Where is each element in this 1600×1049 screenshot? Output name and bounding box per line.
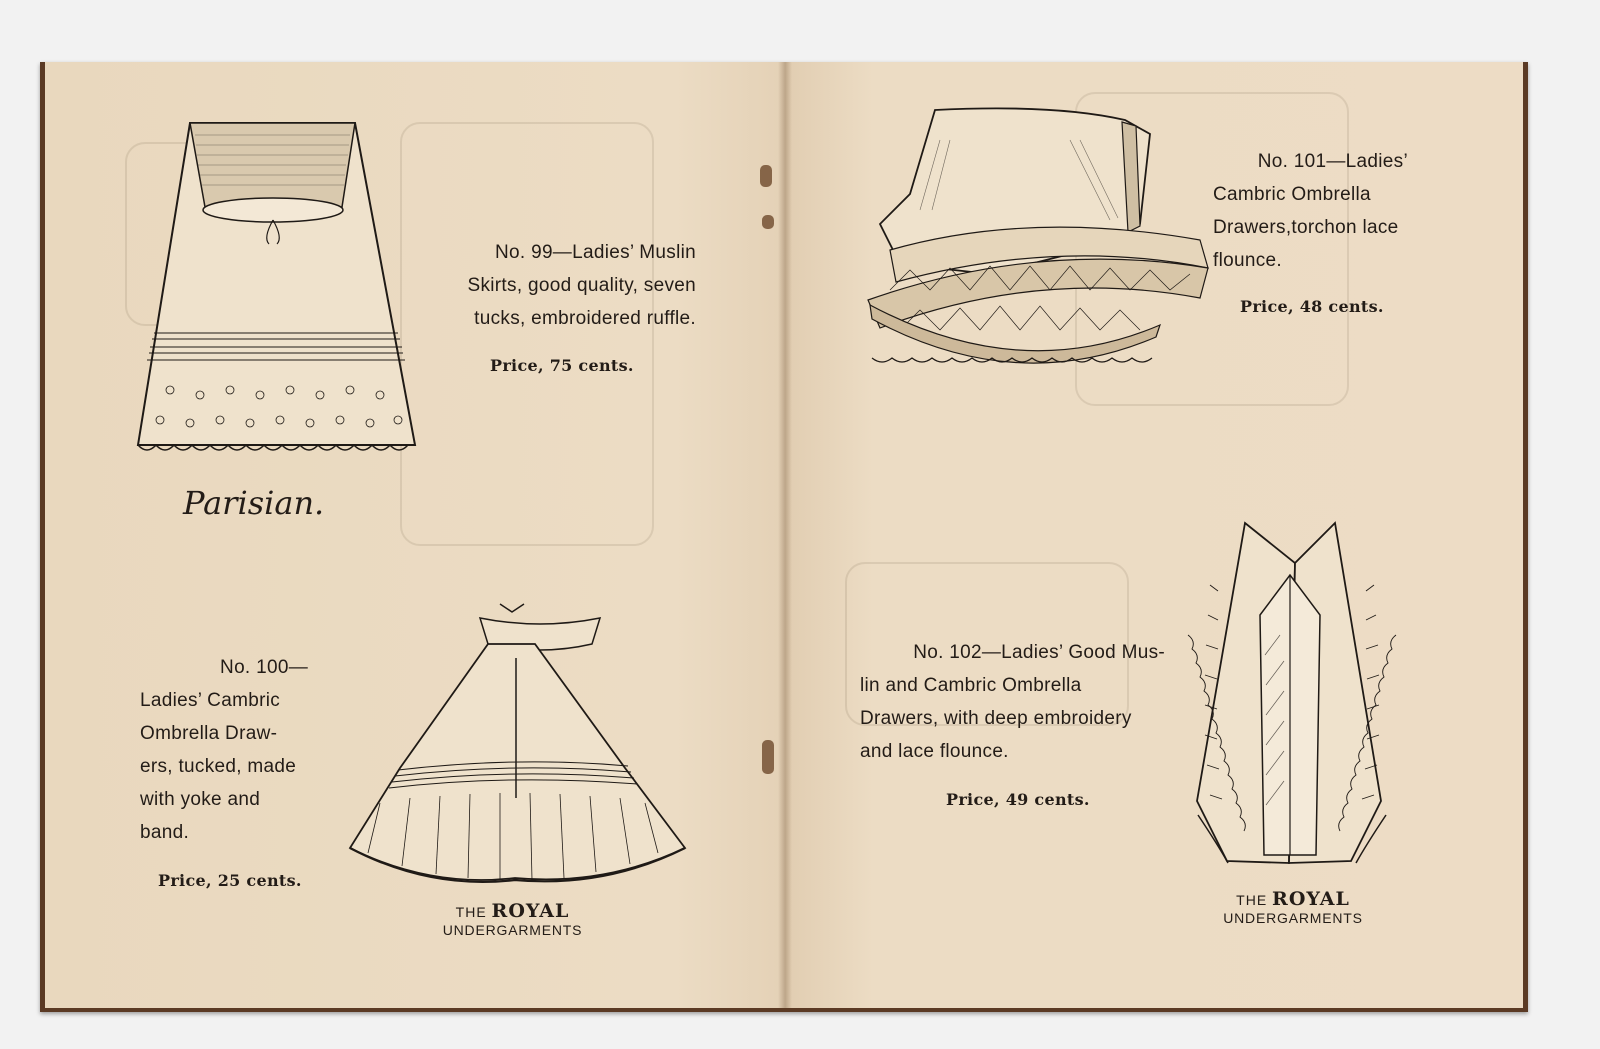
staple-mark	[762, 740, 774, 774]
caption-line: No. 101—Ladies’	[1257, 151, 1408, 172]
ombrella-drawers-illustration	[340, 598, 690, 898]
item-102-price: Price, 49 cents.	[946, 790, 1090, 809]
script-label: Parisian.	[183, 484, 325, 522]
item-100-price: Price, 25 cents.	[158, 871, 302, 890]
brand-the: THE	[1236, 892, 1268, 908]
caption-line: with yoke and	[140, 789, 261, 810]
caption-line: flounce.	[1213, 250, 1282, 271]
item-100-caption	[140, 651, 308, 849]
item-101-price: Price, 48 cents.	[1240, 297, 1384, 316]
item-102-caption	[860, 636, 1165, 768]
caption-line: No. 99—Ladies’ Muslin	[495, 242, 696, 263]
brand-the: THE	[455, 904, 487, 920]
caption-line: Drawers,torchon lace	[1213, 217, 1399, 238]
caption-line: and lace flounce.	[860, 741, 1009, 762]
caption-line: lin and Cambric Ombrella	[860, 675, 1082, 696]
item-99-caption	[434, 236, 696, 335]
torchon-lace-drawers-illustration	[860, 100, 1210, 375]
brand-sub: UNDERGARMENTS	[442, 922, 583, 938]
brand-name: ROYAL	[1272, 888, 1350, 910]
item-99-price: Price, 75 cents.	[490, 356, 634, 375]
brand-sub: UNDERGARMENTS	[1223, 910, 1363, 926]
caption-line: Skirts, good quality, seven	[467, 275, 696, 296]
staple-mark	[762, 215, 774, 229]
royal-undergarments-logo	[440, 900, 585, 938]
muslin-skirt-illustration	[130, 115, 420, 460]
caption-line: ers, tucked, made	[140, 756, 297, 777]
staple-mark	[760, 165, 772, 187]
caption-line: tucks, embroidered ruffle.	[474, 308, 696, 329]
caption-line: Cambric Ombrella	[1213, 184, 1371, 205]
royal-undergarments-logo	[1218, 888, 1368, 926]
item-101-caption	[1213, 145, 1408, 277]
embroidered-drawers-illustration	[1180, 515, 1405, 895]
page-gutter	[778, 62, 792, 1008]
caption-line: No. 100—	[220, 657, 308, 678]
caption-line: Ombrella Draw-	[140, 723, 278, 744]
caption-line: Ladies’ Cambric	[140, 690, 281, 711]
caption-line: No. 102—Ladies’ Good Mus-	[913, 642, 1165, 663]
brand-name: ROYAL	[491, 900, 570, 922]
caption-line: band.	[140, 822, 190, 843]
caption-line: Drawers, with deep embroidery	[860, 708, 1132, 729]
